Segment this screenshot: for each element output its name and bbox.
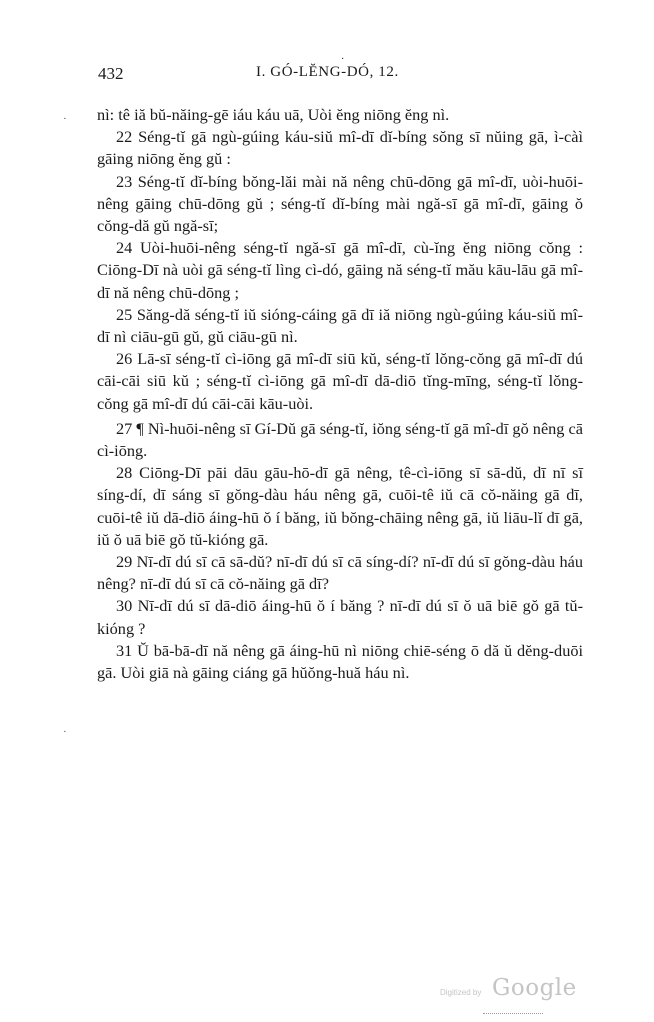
page-number: 432 [98,64,124,83]
verse-30: 30 Nī-dī dú sī dā-diō áing-hū ŏ í băng ? nī-dī dú sī ŏ uā biē gŏ gā tŭ-kióng ? [97,596,583,638]
header-dot: · [341,54,345,65]
verse-21-continuation: nì: tê iă bŭ-năing-gē iáu káu uā, Uòi ĕng niōng ĕng nì. [97,105,450,124]
verse-23: 23 Séng-tĭ dĭ-bíng bŏng-lăi mài nă nêng chū-dōng gā mî-dī, uòi-huōi-nêng gāing chū-dōng gŭ ; séng-tĭ dĭ-bíng mài ngă-sī gā mî-dī, gāing ŏ cŏng-dă gŭ ngă-sī; [97,171,583,236]
margin-mark: · [63,113,67,125]
verse-25: 25 Săng-dă séng-tĭ iŭ sióng-cáing gā dī iă niōng ngù-gúing káu-siŭ mî-dī nì ciāu-gū gŭ, gŭ ciāu-gū nì. [97,304,583,347]
margin-mark: · [63,726,67,738]
verse-26: 26 Lā-sī séng-tĭ cì-iōng gā mî-dī siū kŭ, séng-tĭ lŏng-cŏng gā mî-dī dú cāi-cāi siū kŭ ; séng-tĭ cì-iōng gā mî-dī dā-diō tĭng-mīng, séng-tĭ lŏng-cŏng gā mî-dī dú cāi-cāi kāu-uòi. [97,349,583,413]
verse-31: 31 Ŭ bā-bā-dī nă nêng gā áing-hū nì niōng chiē-séng ō dă ŭ dĕng-duōi gā. Uòi giā nà gāing ciáng gā hŭŏng-huă háu nì. [97,640,583,683]
scripture-text [97,104,583,684]
verse-22: 22 Séng-tĭ gā ngù-gúing káu-siŭ mî-dī dĭ-bíng sŏng sī nŭing gā, ì-càì gāing niōng ĕng gŭ : [97,127,583,169]
digitized-by-label: Digitized by [440,988,482,997]
digitization-watermark [440,975,580,1005]
bottom-ink-trace [483,1013,543,1020]
google-logo: Google [492,975,577,1001]
page-header [98,54,584,88]
verse-29: 29 Nī-dī dú sī cā sā-dŭ? nī-dī dú sī cā síng-dí? nī-dī dú sī gŏng-dàu háu nêng? nī-dī dú sī cā cŏ-năing gā dī? [97,552,583,594]
verse-28: 28 Ciōng-Dī pāi dāu gāu-hō-dī gā nêng, tê-cì-iōng sī sā-dŭ, dī nī sī síng-dí, dī sáng sī gŏng-dàu háu nêng gā, cuōi-tê iŭ cā cŏ-năing gā dī, cuōi-tê iŭ dā-diō áing-hū ŏ í băng, iŭ bŏng-chāing nêng gā, iŭ liāu-lĭ dī gā, iŭ ŏ uā biē gŏ tŭ-kióng gā. [97,463,583,549]
verse-27: 27 ¶ Nì-huōi-nêng sī Gí-Dŭ gā séng-tĭ, iŏng séng-tĭ gā mî-dī gŏ nêng cā cì-iōng. [97,418,583,461]
verse-24: 24 Uòi-huōi-nêng séng-tĭ ngă-sī gā mî-dī, cù-ĭng ĕng niōng cŏng : Ciōng-Dī nà uòi gā séng-tĭ lìng cì-dó, gāing nă séng-tĭ mău kāu-lāu gā mî-dī nă nêng chū-dōng ; [97,238,583,302]
running-head: I. GÓ-LĔNG-DÓ, 12. [256,64,399,80]
